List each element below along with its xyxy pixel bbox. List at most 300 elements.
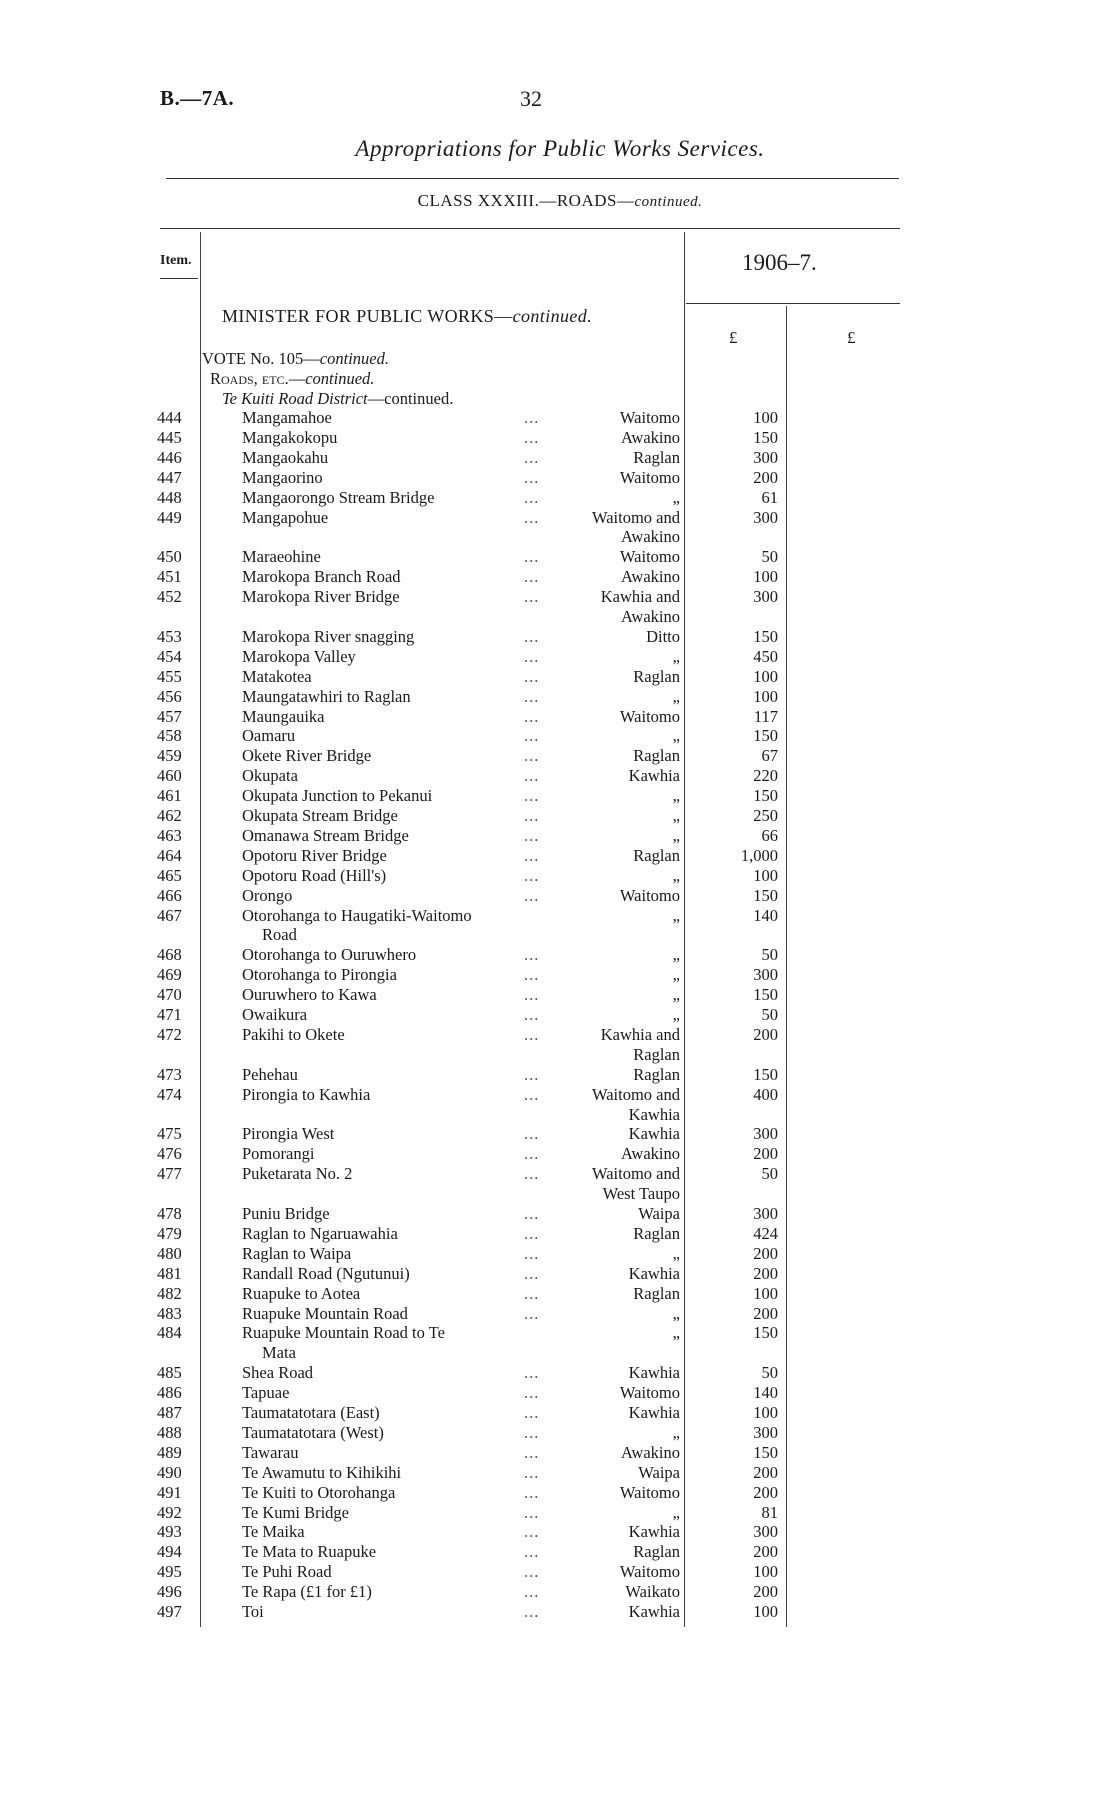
road-name: Puniu Bridge	[242, 1204, 330, 1223]
page-title: Appropriations for Public Works Services.	[355, 136, 765, 161]
district-name: „	[672, 865, 680, 885]
roads-heading-continued: continued.	[305, 369, 375, 388]
road-name: Pirongia West	[242, 1124, 335, 1144]
pound-sign-column-1: £	[729, 328, 738, 347]
table-row	[0, 846, 1114, 866]
amount-value: 140	[753, 905, 778, 925]
road-name: Mangaokahu	[242, 447, 329, 467]
amount-value: 300	[753, 1522, 778, 1542]
table-row	[0, 1562, 1114, 1582]
road-name: Mangaorongo Stream Bridge	[242, 487, 435, 507]
road-name: Owaikura	[242, 1005, 308, 1024]
road-name: Marokopa River Bridge	[242, 587, 400, 607]
item-number: 460	[157, 766, 182, 786]
district-name: „	[672, 905, 680, 925]
amount-value: 67	[761, 746, 778, 766]
year-column-header: 1906–7.	[742, 250, 817, 275]
table-row	[0, 1423, 1114, 1443]
road-name: Puketarata No. 2	[242, 1164, 353, 1184]
district-name: „	[672, 1422, 680, 1442]
roads-heading-main: Roads, etc.—	[210, 369, 306, 388]
class-heading	[160, 191, 960, 211]
road-name: Te Mata to Ruapuke	[242, 1542, 377, 1562]
amount-value: 1,000	[740, 845, 778, 865]
leader-dots: ...	[524, 1522, 540, 1542]
road-name: Okete River Bridge	[242, 746, 372, 766]
road-name: Maraeohine	[242, 547, 321, 567]
item-number: 476	[157, 1144, 182, 1164]
district-name: Raglan	[633, 666, 680, 686]
leader-dots: ...	[524, 985, 540, 1005]
amount-value: 200	[753, 1482, 778, 1502]
amount-value: 150	[753, 985, 778, 1005]
district-name: Raglan	[633, 746, 680, 766]
table-row	[0, 1025, 1114, 1045]
district-name: Waitomo	[619, 1562, 680, 1582]
table-row	[0, 508, 1114, 528]
road-name: Okupata Stream Bridge	[242, 806, 398, 825]
amount-value: 300	[753, 447, 778, 467]
road-name: Randall Road (Ngutunui)	[242, 1263, 410, 1283]
district-name: Kawhia	[628, 1263, 680, 1283]
table-row	[0, 1483, 1114, 1503]
leader-dots: ...	[524, 487, 540, 507]
table-row	[0, 1503, 1114, 1523]
leader-dots: ...	[524, 865, 540, 885]
table-row	[0, 687, 1114, 707]
amount-value: 100	[753, 1602, 778, 1621]
road-name: Taumatatotara (East)	[242, 1403, 380, 1422]
road-name: Tawarau	[242, 1442, 299, 1462]
leader-dots: ...	[524, 1124, 540, 1144]
pound-sign-column-2: £	[847, 328, 856, 347]
district-name: Kawhia	[628, 1124, 680, 1144]
leader-dots: ...	[524, 1283, 540, 1303]
leader-dots: ...	[524, 1223, 540, 1243]
table-row	[0, 1284, 1114, 1304]
leader-dots: ...	[524, 806, 540, 825]
amount-value: 140	[753, 1383, 778, 1403]
leader-dots: ...	[524, 1024, 540, 1044]
table-row	[0, 468, 1114, 488]
table-row	[0, 1463, 1114, 1483]
table-row	[0, 428, 1114, 448]
district-name: Waitomo	[619, 1383, 680, 1403]
road-name: Orongo	[242, 885, 293, 905]
road-name: Pakihi to Okete	[242, 1024, 345, 1044]
district-name: Waitomo	[619, 706, 680, 726]
amount-value: 50	[761, 945, 778, 965]
district-heading	[222, 389, 453, 409]
item-number: 486	[157, 1383, 182, 1403]
leader-dots: ...	[524, 1582, 540, 1602]
road-name: Pirongia to Kawhia	[242, 1084, 371, 1104]
roads-heading	[210, 369, 374, 389]
road-name: Te Kuiti to Otorohanga	[242, 1482, 396, 1502]
road-name: Mangaorino	[242, 467, 323, 487]
road-name: Otorohanga to Pirongia	[242, 965, 397, 985]
leader-dots: ...	[524, 766, 540, 786]
table-row	[0, 1005, 1114, 1025]
leader-dots: ...	[524, 845, 540, 865]
amount-value: 100	[753, 1403, 778, 1422]
road-name: Mangamahoe	[242, 408, 332, 427]
district-name: Kawhia	[628, 1403, 680, 1422]
amount-value: 200	[753, 1462, 778, 1482]
table-row	[0, 1323, 1114, 1343]
district-name: „	[672, 1502, 680, 1522]
leader-dots: ...	[524, 965, 540, 985]
table-row	[0, 448, 1114, 468]
amount-value: 400	[753, 1084, 778, 1104]
table-row	[0, 587, 1114, 607]
item-header-rule	[160, 278, 198, 279]
amount-value: 150	[753, 1064, 778, 1084]
table-row	[0, 1582, 1114, 1602]
road-name: Te Kumi Bridge	[242, 1502, 349, 1522]
leader-dots: ...	[524, 626, 540, 646]
item-number: 447	[157, 467, 182, 487]
leader-dots: ...	[524, 706, 540, 726]
district-name: Kawhia	[628, 1363, 680, 1383]
road-name: Maungauika	[242, 706, 325, 726]
year-header-rule	[686, 303, 900, 304]
table-row	[0, 985, 1114, 1005]
district-name: Kawhia	[628, 1602, 680, 1621]
table-row	[0, 786, 1114, 806]
leader-dots: ...	[524, 587, 540, 607]
district-name: „	[672, 646, 680, 666]
item-number: 459	[157, 746, 182, 766]
table-row	[0, 707, 1114, 727]
vote-heading-main: VOTE No. 105—	[202, 349, 320, 368]
leader-dots: ...	[524, 1422, 540, 1442]
amount-value: 450	[753, 646, 778, 666]
item-number: 473	[157, 1064, 182, 1084]
leader-dots: ...	[524, 1204, 540, 1223]
table-row	[0, 726, 1114, 746]
item-number: 491	[157, 1482, 182, 1502]
item-number: 472	[157, 1024, 182, 1044]
table-row	[0, 1602, 1114, 1622]
item-number: 466	[157, 885, 182, 905]
amount-value: 81	[761, 1502, 778, 1522]
item-number: 461	[157, 786, 182, 806]
district-name: Kawhia	[628, 1522, 680, 1542]
table-row	[0, 1403, 1114, 1423]
item-number: 477	[157, 1164, 182, 1184]
leader-dots: ...	[524, 1084, 540, 1104]
table-row	[0, 1204, 1114, 1224]
road-name: Otorohanga to Ouruwhero	[242, 945, 417, 965]
amount-value: 100	[753, 408, 778, 427]
table-row	[0, 766, 1114, 786]
amount-value: 100	[753, 666, 778, 686]
table-row	[0, 647, 1114, 667]
road-name: Matakotea	[242, 666, 312, 686]
minister-heading	[222, 306, 592, 327]
amount-value: 50	[761, 1005, 778, 1024]
road-name: Mangakokopu	[242, 427, 338, 447]
table-row	[0, 1164, 1114, 1184]
road-name: Otorohanga to Haugatiki-Waitomo	[242, 905, 472, 925]
district-name: „	[672, 806, 680, 825]
item-number: 493	[157, 1522, 182, 1542]
district-name: Waitomo	[619, 1482, 680, 1502]
road-name: Toi	[242, 1602, 264, 1621]
leader-dots: ...	[524, 1164, 540, 1184]
item-number: 462	[157, 806, 182, 825]
amount-value: 200	[753, 1263, 778, 1283]
district-name: Waipa	[638, 1462, 680, 1482]
table-row	[0, 567, 1114, 587]
item-number: 496	[157, 1582, 182, 1602]
class-heading-continued: continued.	[634, 194, 703, 210]
leader-dots: ...	[524, 686, 540, 706]
table-row	[0, 1085, 1114, 1105]
amount-value: 150	[753, 786, 778, 806]
item-number: 497	[157, 1602, 182, 1621]
leader-dots: ...	[524, 825, 540, 845]
table-row	[0, 945, 1114, 965]
road-name: Maungatawhiri to Raglan	[242, 686, 411, 706]
amount-value: 100	[753, 1283, 778, 1303]
table-row	[0, 746, 1114, 766]
amount-value: 220	[753, 766, 778, 786]
amount-value: 150	[753, 885, 778, 905]
table-row	[0, 1363, 1114, 1383]
leader-dots: ...	[524, 726, 540, 746]
table-row	[0, 408, 1114, 428]
item-number: 444	[157, 408, 182, 427]
item-number: 479	[157, 1223, 182, 1243]
leader-dots: ...	[524, 666, 540, 686]
item-number: 446	[157, 447, 182, 467]
table-row	[0, 547, 1114, 567]
table-row	[0, 1244, 1114, 1264]
leader-dots: ...	[524, 786, 540, 806]
amount-value: 66	[761, 825, 778, 845]
item-number: 487	[157, 1403, 182, 1422]
district-name: Waitomo and	[591, 1084, 680, 1104]
table-row	[0, 866, 1114, 886]
item-number: 495	[157, 1562, 182, 1582]
item-number: 453	[157, 626, 182, 646]
road-name-continued: Mata	[262, 1343, 296, 1363]
item-number: 474	[157, 1084, 182, 1104]
road-name: Te Maika	[242, 1522, 305, 1542]
item-number: 484	[157, 1323, 182, 1343]
district-name: „	[672, 487, 680, 507]
district-name-continued: Awakino	[621, 607, 680, 626]
amount-value: 50	[761, 1363, 778, 1383]
leader-dots: ...	[524, 1442, 540, 1462]
item-number: 475	[157, 1124, 182, 1144]
minister-heading-continued: continued.	[512, 306, 593, 326]
road-name: Pehehau	[242, 1064, 298, 1084]
district-name: Raglan	[633, 1223, 680, 1243]
amount-value: 300	[753, 1422, 778, 1442]
item-number: 455	[157, 666, 182, 686]
leader-dots: ...	[524, 547, 540, 567]
amount-value: 150	[753, 726, 778, 746]
district-name: Waikato	[625, 1582, 680, 1602]
district-name: „	[672, 1323, 680, 1343]
district-name-continued: West Taupo	[602, 1184, 680, 1204]
leader-dots: ...	[524, 427, 540, 447]
item-number: 467	[157, 905, 182, 925]
item-number: 449	[157, 507, 182, 527]
district-name: „	[672, 985, 680, 1005]
page-number: 32	[520, 86, 542, 111]
district-name: Waitomo	[619, 408, 680, 427]
district-name: „	[672, 945, 680, 965]
item-number: 445	[157, 427, 182, 447]
district-name: Waipa	[638, 1204, 680, 1223]
item-number: 494	[157, 1542, 182, 1562]
table-row	[0, 1144, 1114, 1164]
leader-dots: ...	[524, 1064, 540, 1084]
table-row	[0, 1522, 1114, 1542]
item-number: 471	[157, 1005, 182, 1024]
district-heading-main: Te Kuiti Road District	[222, 389, 368, 408]
amount-value: 150	[753, 1442, 778, 1462]
amount-value: 200	[753, 1024, 778, 1044]
road-name: Raglan to Ngaruawahia	[242, 1223, 398, 1243]
district-name-continued: Awakino	[621, 527, 680, 547]
road-name: Raglan to Waipa	[242, 1243, 352, 1263]
table-row	[0, 965, 1114, 985]
road-name: Pomorangi	[242, 1144, 315, 1164]
amount-value: 300	[753, 587, 778, 607]
item-number: 470	[157, 985, 182, 1005]
district-name: Raglan	[633, 1283, 680, 1303]
leader-dots: ...	[524, 507, 540, 527]
item-number: 490	[157, 1462, 182, 1482]
road-name: Opotoru Road (Hill's)	[242, 865, 387, 885]
table-row	[0, 1124, 1114, 1144]
road-name: Opotoru River Bridge	[242, 845, 387, 865]
road-name: Tapuae	[242, 1383, 290, 1403]
item-number: 451	[157, 567, 182, 587]
table-row	[0, 1065, 1114, 1085]
table-row	[0, 667, 1114, 687]
item-number: 469	[157, 965, 182, 985]
item-number: 468	[157, 945, 182, 965]
table-row	[0, 826, 1114, 846]
item-number: 480	[157, 1243, 182, 1263]
road-name: Ruapuke Mountain Road	[242, 1303, 408, 1323]
amount-value: 100	[753, 865, 778, 885]
table-row	[0, 488, 1114, 508]
district-name: Waitomo and	[591, 1164, 680, 1184]
district-name: Raglan	[633, 1064, 680, 1084]
amount-value: 300	[753, 507, 778, 527]
item-number: 464	[157, 845, 182, 865]
district-name: „	[672, 686, 680, 706]
district-name: „	[672, 825, 680, 845]
road-name: Marokopa River snagging	[242, 626, 415, 646]
road-name: Te Awamutu to Kihikihi	[242, 1462, 402, 1482]
road-name: Te Rapa (£1 for £1)	[242, 1582, 372, 1602]
leader-dots: ...	[524, 1363, 540, 1383]
amount-value: 100	[753, 686, 778, 706]
district-name: „	[672, 726, 680, 746]
road-name: Ouruwhero to Kawa	[242, 985, 377, 1005]
table-row	[0, 1224, 1114, 1244]
item-number: 448	[157, 487, 182, 507]
amount-value: 200	[753, 1144, 778, 1164]
table-top-rule	[160, 228, 900, 229]
district-name-continued: Kawhia	[628, 1104, 680, 1124]
road-name: Ruapuke to Aotea	[242, 1283, 361, 1303]
road-name: Taumatatotara (West)	[242, 1422, 384, 1442]
road-name: Oamaru	[242, 726, 296, 746]
amount-value: 50	[761, 547, 778, 567]
road-name: Omanawa Stream Bridge	[242, 825, 409, 845]
table-row	[0, 1264, 1114, 1284]
amount-value: 200	[753, 467, 778, 487]
amount-value: 150	[753, 427, 778, 447]
amount-value: 100	[753, 567, 778, 587]
leader-dots: ...	[524, 945, 540, 965]
district-name: Awakino	[621, 427, 680, 447]
leader-dots: ...	[524, 1303, 540, 1323]
road-name: Te Puhi Road	[242, 1562, 332, 1582]
road-name: Mangapohue	[242, 507, 329, 527]
item-number: 478	[157, 1204, 182, 1223]
item-number: 485	[157, 1363, 182, 1383]
district-name: Raglan	[633, 1542, 680, 1562]
leader-dots: ...	[524, 567, 540, 587]
table-row	[0, 886, 1114, 906]
district-name: Kawhia and	[600, 587, 680, 607]
amount-value: 300	[753, 965, 778, 985]
road-name: Okupata Junction to Pekanui	[242, 786, 433, 806]
leader-dots: ...	[524, 1263, 540, 1283]
district-name: „	[672, 786, 680, 806]
amount-value: 61	[761, 487, 778, 507]
leader-dots: ...	[524, 1482, 540, 1502]
district-name: Awakino	[621, 1442, 680, 1462]
district-name: Waitomo	[619, 467, 680, 487]
vote-heading	[202, 349, 389, 369]
district-name: Awakino	[621, 567, 680, 587]
amount-value: 300	[753, 1124, 778, 1144]
table-row	[0, 1383, 1114, 1403]
leader-dots: ...	[524, 447, 540, 467]
document-reference: B.—7A.	[160, 86, 235, 110]
leader-dots: ...	[524, 1383, 540, 1403]
district-name: Waitomo	[619, 547, 680, 567]
amount-value: 100	[753, 1562, 778, 1582]
item-column-header: Item.	[160, 253, 192, 268]
leader-dots: ...	[524, 1144, 540, 1164]
district-name-continued: Raglan	[633, 1044, 680, 1064]
amount-value: 150	[753, 1323, 778, 1343]
item-number: 450	[157, 547, 182, 567]
leader-dots: ...	[524, 1542, 540, 1562]
item-number: 458	[157, 726, 182, 746]
item-number: 452	[157, 587, 182, 607]
amount-value: 200	[753, 1582, 778, 1602]
district-name: „	[672, 1005, 680, 1024]
class-heading-main: CLASS XXXIII.—ROADS—	[417, 191, 635, 210]
leader-dots: ...	[524, 885, 540, 905]
item-number: 483	[157, 1303, 182, 1323]
amount-value: 200	[753, 1243, 778, 1263]
leader-dots: ...	[524, 646, 540, 666]
